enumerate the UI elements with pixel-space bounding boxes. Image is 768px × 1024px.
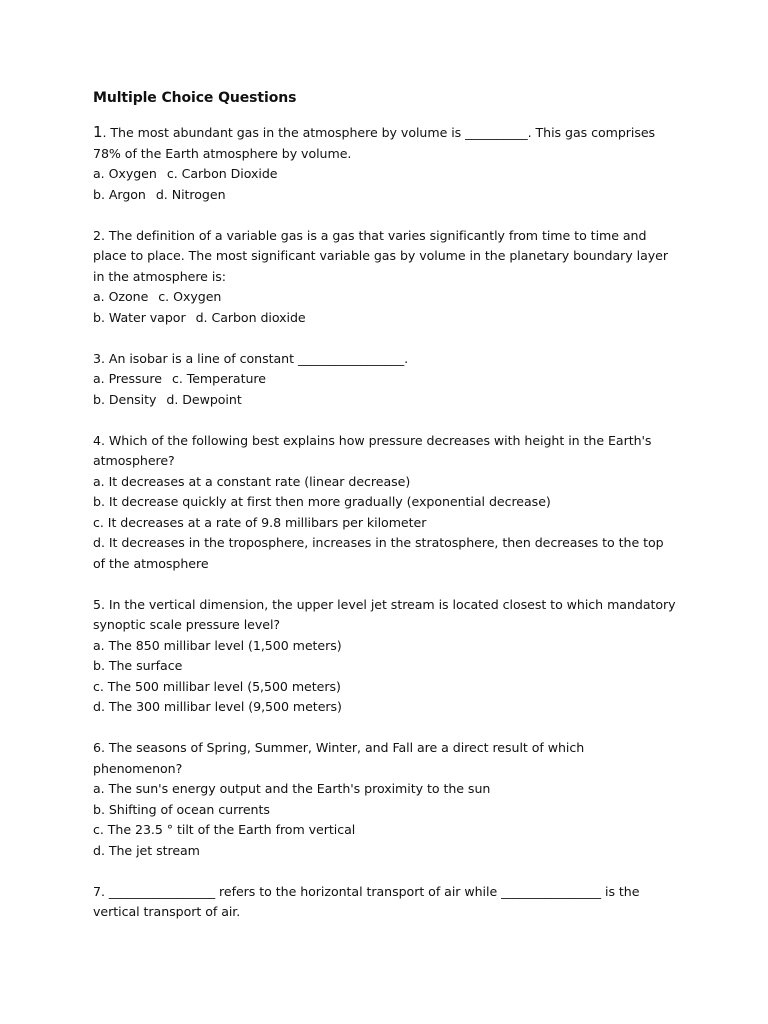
question-4 <box>93 431 693 575</box>
option-c: c. It decreases at a rate of 9.8 millibars per kilometer <box>93 514 427 530</box>
question-number: 6 <box>93 740 101 755</box>
document-content <box>93 88 693 943</box>
option-b: b. Argon <box>93 186 146 202</box>
question-stem-line: 78% of the Earth atmosphere by volume. <box>93 145 352 161</box>
question-stem-line <box>93 431 693 452</box>
question-text: . _________________ refers to the horizontal transport of air while ________________ is the <box>100 883 640 899</box>
question-2 <box>93 226 693 329</box>
question-stem-line <box>93 226 693 247</box>
question-stem-line: in the atmosphere is: <box>93 268 226 284</box>
option-d: d. Dewpoint <box>166 391 242 407</box>
option-a: a. Oxygen <box>93 166 157 181</box>
question-text: . The seasons of Spring, Summer, Winter, and Fall are a direct result of which <box>100 740 585 755</box>
question-stem-line: phenomenon? <box>93 760 183 776</box>
option-b: b. Water vapor <box>93 309 186 325</box>
option-d: d. Carbon dioxide <box>195 309 306 325</box>
page-title: Multiple Choice Questions <box>93 90 297 106</box>
option-line <box>93 287 693 308</box>
option-d: d. It decreases in the troposphere, increases in the stratosphere, then decreases to the top <box>93 535 664 550</box>
option-line <box>93 185 693 206</box>
option-c: c. Carbon Dioxide <box>166 166 278 181</box>
question-7 <box>93 882 693 923</box>
option-a: a. Pressure <box>93 371 162 386</box>
question-number: 4 <box>93 432 101 448</box>
option-b: b. It decrease quickly at first then more gradually (exponential decrease) <box>93 494 551 509</box>
option-d: d. Nitrogen <box>155 186 226 202</box>
question-1 <box>93 122 693 205</box>
option-d-continued: of the atmosphere <box>93 555 209 571</box>
question-number: 2 <box>93 227 101 243</box>
question-6 <box>93 738 693 861</box>
option-b: b. Shifting of ocean currents <box>93 801 270 817</box>
question-stem-line <box>93 595 693 616</box>
option-line <box>93 308 693 329</box>
option-a: a. It decreases at a constant rate (linear decrease) <box>93 473 411 489</box>
option-b: b. The surface <box>93 658 183 673</box>
question-text: . The definition of a variable gas is a gas that varies significantly from time to time and <box>100 227 647 243</box>
question-stem-line <box>93 738 693 759</box>
question-stem-line <box>93 882 693 903</box>
question-text: . In the vertical dimension, the upper level jet stream is located closest to which mandatory <box>100 596 676 612</box>
question-3 <box>93 349 693 411</box>
question-stem-line: atmosphere? <box>93 453 175 468</box>
option-a: a. The sun's energy output and the Earth's proximity to the sun <box>93 781 491 796</box>
question-stem-line <box>93 349 693 370</box>
question-stem-line: vertical transport of air. <box>93 904 241 919</box>
question-text: . The most abundant gas in the atmosphere by volume is __________. This gas comprises <box>102 125 656 140</box>
option-c: c. Temperature <box>171 371 266 386</box>
question-number: 3 <box>93 350 101 366</box>
option-a: a. Ozone <box>93 289 149 304</box>
question-number: 1 <box>93 123 103 141</box>
option-c: c. The 23.5 ° tilt of the Earth from vertical <box>93 822 356 837</box>
option-line <box>93 390 693 411</box>
question-stem-line: place to place. The most significant variable gas by volume in the planetary boundary layer <box>93 248 668 263</box>
option-b: b. Density <box>93 391 157 407</box>
option-c: c. Oxygen <box>158 289 222 304</box>
option-d: d. The 300 millibar level (9,500 meters) <box>93 699 342 714</box>
question-text: . An isobar is a line of constant _________________. <box>100 350 409 366</box>
option-line <box>93 369 693 390</box>
question-number: 5 <box>93 596 101 612</box>
question-stem-line <box>93 122 693 144</box>
option-c: c. The 500 millibar level (5,500 meters) <box>93 678 341 694</box>
question-5 <box>93 595 693 718</box>
option-a: a. The 850 millibar level (1,500 meters) <box>93 637 342 653</box>
option-d: d. The jet stream <box>93 842 200 858</box>
question-number: 7 <box>93 883 101 899</box>
question-stem-line: synoptic scale pressure level? <box>93 617 281 632</box>
option-line <box>93 164 693 185</box>
question-text: . Which of the following best explains how pressure decreases with height in the Earth's <box>100 432 652 448</box>
